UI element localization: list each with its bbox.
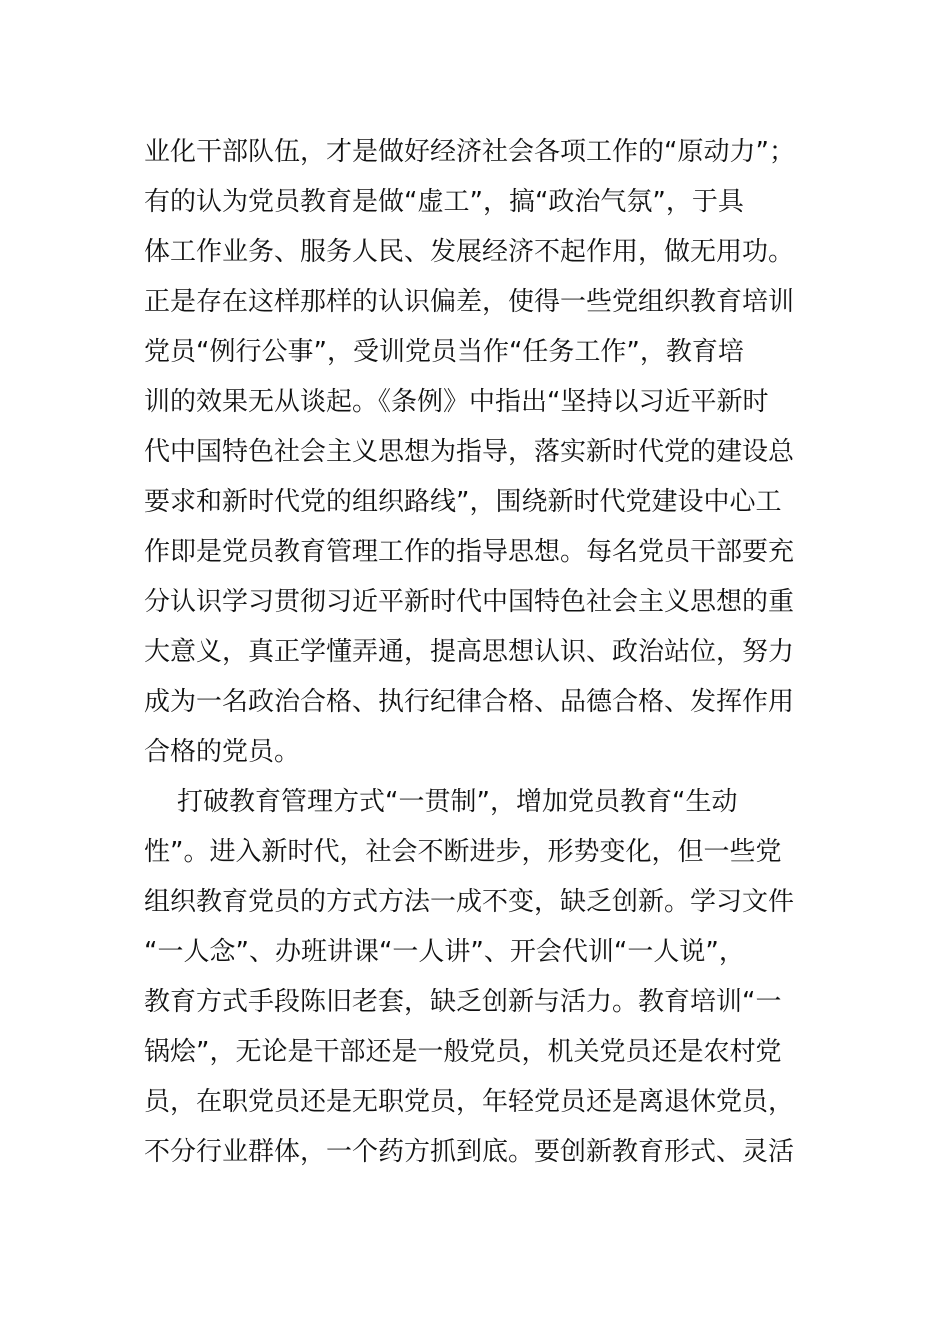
text-line: 合格的党员。 [144,737,301,767]
text-line: 性”。进入新时代，社会不断进步，形势变化，但一些党 [144,837,782,867]
text-line: 要求和新时代党的组织路线”，围绕新时代党建设中心工 [144,487,782,517]
text-line: 教育方式手段陈旧老套，缺乏创新与活力。教育培训“一 [144,987,782,1017]
text-line: 作即是党员教育管理工作的指导思想。每名党员干部要充 [144,537,795,567]
text-line: 成为一名政治合格、执行纪律合格、品德合格、发挥作用 [144,687,795,717]
text-line: 分认识学习贯彻习近平新时代中国特色社会主义思想的重 [144,587,795,617]
text-line: 训的效果无从谈起。《条例》中指出“坚持以习近平新时 [144,387,769,417]
text-line: 体工作业务、服务人民、发展经济不起作用，做无用功。 [144,237,795,267]
text-line: 业化干部队伍，才是做好经济社会各项工作的“原动力”； [144,137,795,167]
text-line: 组织教育党员的方式方法一成不变，缺乏创新。学习文件 [144,887,795,917]
text-line: 不分行业群体，一个药方抓到底。要创新教育形式、灵活 [144,1137,795,1167]
paragraph-1 [144,127,804,777]
paragraph-2 [144,777,804,1177]
text-line: 正是存在这样那样的认识偏差，使得一些党组织教育培训 [144,287,795,317]
text-line: 有的认为党员教育是做“虚工”，搞“政治气氛”，于具 [144,187,744,217]
text-line: 代中国特色社会主义思想为指导，落实新时代党的建设总 [144,437,795,467]
text-line: 党员“例行公事”，受训党员当作“任务工作”，教育培 [144,337,744,367]
text-line: 员，在职党员还是无职党员，年轻党员还是离退休党员， [144,1087,795,1117]
text-line: “一人念”、办班讲课“一人讲”、开会代训“一人说”， [144,937,745,967]
text-line: 大意义，真正学懂弄通，提高思想认识、政治站位，努力 [144,637,795,667]
text-line: 打破教育管理方式“一贯制”，增加党员教育“生动 [144,787,738,817]
text-line: 锅烩”，无论是干部还是一般党员，机关党员还是农村党 [144,1037,782,1067]
